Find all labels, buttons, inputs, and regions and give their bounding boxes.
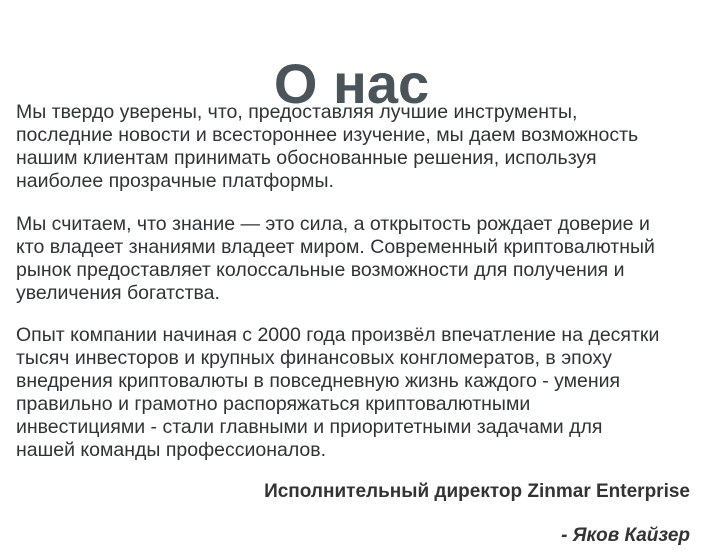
author-role: Исполнительный директор Zinmar Enterprise [264, 481, 690, 502]
paragraph-line: нашей команды профессионалов. [16, 439, 327, 461]
paragraph-line: инвестициями - стали главными и приоритетными задачами для [16, 416, 603, 438]
paragraph-mission [16, 101, 696, 193]
paragraph-line: рынок предоставляет колоссальные возможности для получения и [16, 259, 625, 281]
paragraph-line: тысяч инвесторов и крупных финансовых конгломератов, в эпоху [16, 347, 612, 369]
paragraph-line: увеличения богатства. [16, 282, 220, 304]
paragraph-line: нашим клиентам принимать обоснованные решения, используя [16, 147, 597, 169]
paragraph-experience [16, 324, 696, 462]
paragraph-line: правильно и грамотно распоряжаться криптовалютными [16, 393, 531, 415]
paragraph-line: кто владеет знаниями владеет миром. Современный криптовалютный [16, 236, 655, 258]
page-title: О нас [273, 51, 430, 115]
paragraph-line: Опыт компании начиная с 2000 года произвёл впечатление на десятки [16, 324, 660, 346]
author-signature: - Яков Кайзер [561, 525, 690, 546]
paragraph-values [16, 213, 696, 305]
paragraph-line: Мы считаем, что знание — это сила, а открытость рождает доверие и [16, 213, 650, 235]
paragraph-line: внедрения криптовалюты в повседневную жизнь каждого - умения [16, 370, 621, 392]
paragraph-line: наиболее прозрачные платформы. [16, 170, 334, 192]
paragraph-line: Мы твердо уверены, что, предоставляя лучшие инструменты, [16, 101, 578, 123]
paragraph-line: последние новости и всестороннее изучение, мы даем возможность [16, 124, 639, 146]
